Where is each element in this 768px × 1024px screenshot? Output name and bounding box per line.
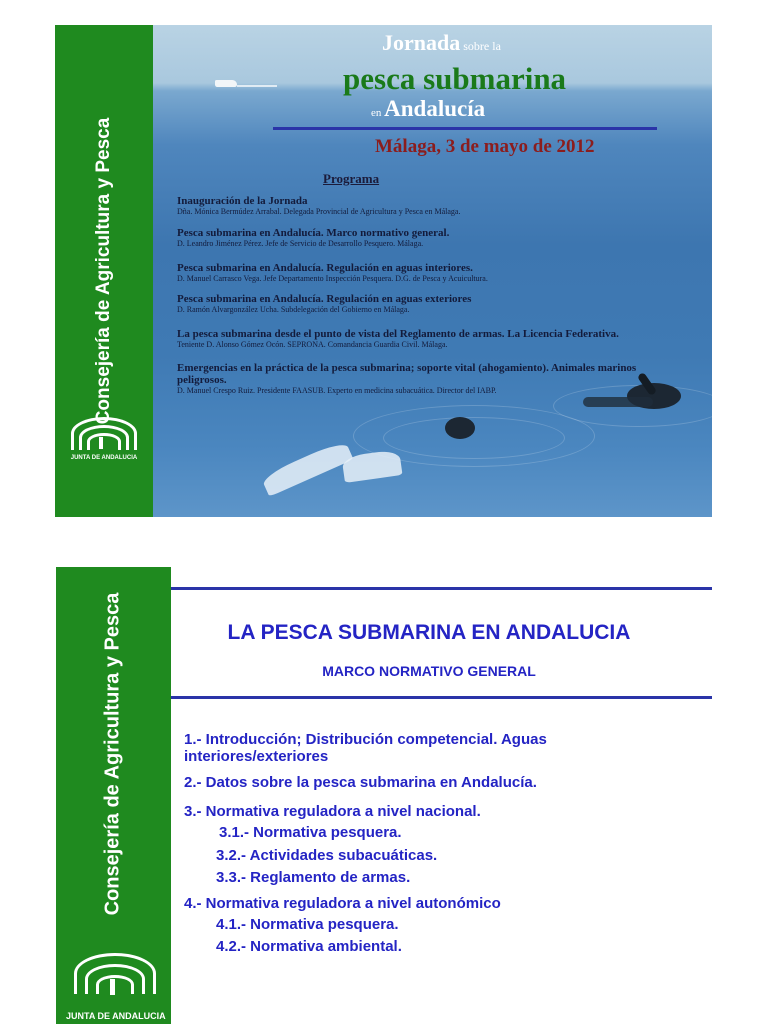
title-jornada: Jornada sobre la — [382, 30, 501, 55]
agenda-subitem: 3.3.- Reglamento de armas. — [216, 869, 411, 886]
junta-logo — [65, 411, 143, 467]
boat-wake — [237, 85, 277, 87]
program-item: Inauguración de la Jornada Dña. Mónica Bermúdez Arrabal. Delegada Provincial de Agricultura y Pesca en Málaga. — [177, 195, 461, 216]
program-item: Pesca submarina en Andalucía. Regulación en aguas interiores. D. Manuel Carrasco Vega. Jefe Departamento Inspección Pesquera. D.G. de Pesca y Acuicultura. — [177, 262, 488, 283]
agenda-item: 3.- Normativa reguladora a nivel nacional. — [184, 803, 481, 820]
diver-1 — [445, 417, 475, 439]
sidebar-band — [55, 25, 153, 517]
slide-2 — [56, 567, 712, 1024]
logo-arc-icon — [87, 433, 121, 450]
logo-arc-icon — [96, 975, 134, 994]
top-rule — [171, 587, 712, 590]
agenda-item: 2.- Datos sobre la pesca submarina en Andalucía. — [184, 774, 537, 791]
title-andalucia: en Andalucía — [371, 96, 486, 121]
agenda-item: 4.- Normativa reguladora a nivel autonómico — [184, 895, 501, 912]
agenda-subitem: 4.2.- Normativa ambiental. — [216, 938, 402, 955]
program-item: Pesca submarina en Andalucía. Regulación en aguas exteriores D. Ramón Alvargonzález Ucha. Subdelegación del Gobierno en Málaga. — [177, 293, 472, 314]
title-pesca-submarina: pesca submarina — [343, 61, 567, 96]
sidebar-band — [56, 567, 171, 1024]
program-item: Emergencias en la práctica de la pesca submarina; soporte vital (ahogamiento). Animales marinos peligrosos. D. Manuel Crespo Ruiz. Presidente FAASUB. Experto en medicina subacuática. Director del IABP. — [177, 362, 637, 395]
title-rule — [273, 127, 657, 130]
sidebar-text: Consejería de Agricultura y Pesca — [101, 592, 124, 916]
fin-left — [261, 439, 354, 497]
agenda-subitem: 3.2.- Actividades subacuáticas. — [216, 847, 438, 864]
logo-text: JUNTA DE ANDALUCIA — [66, 1011, 166, 1021]
bottom-rule — [171, 696, 712, 699]
slide-1 — [55, 25, 712, 517]
agenda-subitem: 4.1.- Normativa pesquera. — [216, 916, 399, 933]
agenda-subitem: 3.1.- Normativa pesquera. — [219, 824, 402, 841]
sidebar-text: Consejería de Agricultura y Pesca — [93, 117, 114, 425]
program-item: Pesca submarina en Andalucía. Marco normativo general. D. Leandro Jiménez Pérez. Jefe de Servicio de Desarrollo Pesquero. Málaga. — [177, 227, 450, 248]
logo-text: JUNTA DE ANDALUCIA — [70, 455, 138, 461]
agenda-item: 1.- Introducción; Distribución competencial. Aguas interiores/exteriores — [184, 731, 547, 765]
programa-heading: Programa — [323, 171, 380, 186]
boat-icon — [215, 80, 237, 87]
slide-subtitle: MARCO NORMATIVO GENERAL — [322, 663, 536, 679]
slide-title: LA PESCA SUBMARINA EN ANDALUCIA — [227, 621, 631, 644]
diver-2-body — [583, 397, 653, 407]
logo-mark-icon — [110, 979, 115, 995]
logo-mark-icon — [99, 437, 103, 449]
junta-logo — [66, 945, 166, 1024]
event-date: Málaga, 3 de mayo de 2012 — [375, 136, 595, 157]
program-item: La pesca submarina desde el punto de vista del Reglamento de armas. La Licencia Federativa. Teniente D. Alonso Gómez Ocón. SEPRONA. Comandancia Guardia Civil. Málaga. — [177, 328, 619, 349]
